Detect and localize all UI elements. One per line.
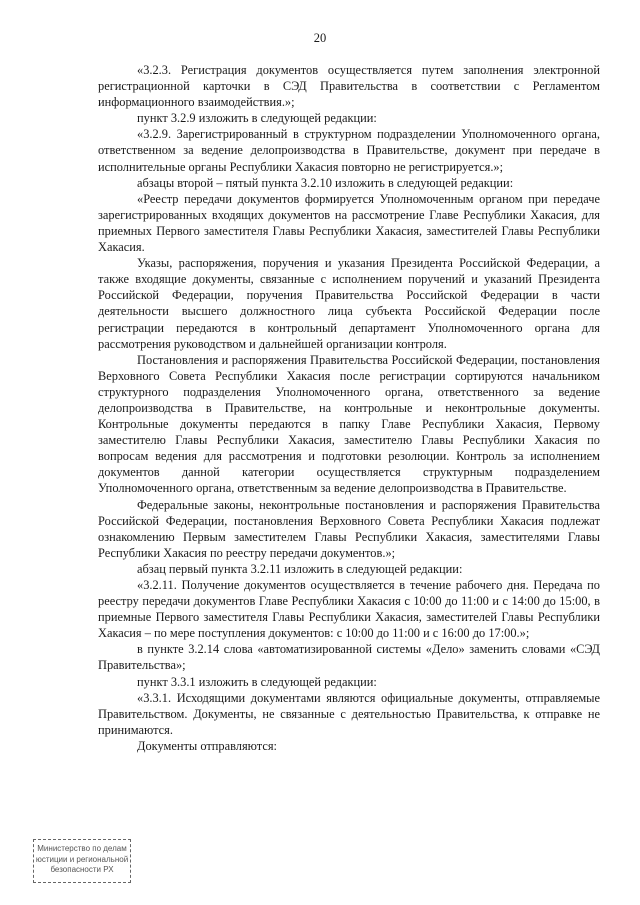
document-body [98, 62, 600, 754]
paragraph-resolutions: Постановления и распоряжения Правительства Российской Федерации, постановления Верховного Совета Республики Хакасия после регистрации сортируются начальником структурного подразделения Уполномоченного органа, ответственного за ведение делопроизводства в Правительстве, на контрольные и неконтрольные документы. Контрольные документы передаются в папку Главе Республики Хакасия, Первому заместителю Главы Республики Хакасия, заместителю Главы Республики Хакасия по вопросам ведения для рассмотрения и подготовки резолюции. Контроль за исполнением документов данной категории осуществляется структурным подразделением Уполномоченного органа, ответственным за ведение делопроизводства в Правительстве. [98, 352, 600, 496]
paragraph-3-2-9: «3.2.9. Зарегистрированный в структурном подразделении Уполномоченного органа, ответственном за ведение делопроизводства в Правительстве, документ при передаче в исполнительные органы Республики Хакасия повторно не регистрируется.»; [98, 127, 600, 174]
paragraph-3-2-3: «3.2.3. Регистрация документов осуществляется путем заполнения электронной регистрационной карточки в СЭД Правительства в соответствии с Регламентом информационного взаимодействия.»; [98, 63, 600, 110]
stamp-line: Министерство по делам [37, 844, 127, 853]
stamp-line: юстиции и региональной [35, 854, 129, 864]
paragraph-decrees: Указы, распоряжения, поручения и указания Президента Российской Федерации, а также входящие документы, связанные с исполнением поручений и указаний Президента Российской Федерации, поручения Правительства Российской Федерации в части деятельности высшего должностного лица субъекта Российской Федерации после регистрации передаются в контрольный департамент Уполномоченного органа для рассмотрения руководством и дальнейшей организации контроля. [98, 256, 600, 351]
paragraph-3-2-14: в пункте 3.2.14 слова «автоматизированной системы «Дело» заменить словами «СЭД Правительства»; [98, 642, 600, 673]
paragraph-3-2-11: «3.2.11. Получение документов осуществляется в течение рабочего дня. Передача по реестру передачи документов Главе Республики Хакасия с 10:00 до 11:00 и с 14:00 до 15:00, в приемные Первого заместителя Главы Республики Хакасия, заместителей Главы Республики Хакасия – по мере поступления документов: с 10:00 до 11:00 и с 16:00 до 17:00.»; [98, 578, 600, 641]
page-number: 20 [313, 31, 327, 45]
paragraph-federal-laws: Федеральные законы, неконтрольные постановления и распоряжения Правительства Российской Федерации, постановления Верховного Совета Республики Хакасия подлежат ознакомлению Первым заместителем Главы Республики Хакасия, заместителями Главы Республики Хакасия по реестру передачи документов.»; [98, 497, 600, 560]
paragraph-documents-sent: Документы отправляются: [137, 738, 277, 753]
paragraph-registry: «Реестр передачи документов формируется Уполномоченным органом при передаче зарегистрированных входящих документов на рассмотрение Главе Республики Хакасия, для приемных Первого заместителя Главы Республики Хакасия, заместителей Главы Республики Хакасия. [98, 191, 600, 255]
stamp-line: безопасности РХ [50, 865, 114, 874]
paragraph-instruction-3-2-11: абзац первый пункта 3.2.11 изложить в следующей редакции: [137, 561, 463, 576]
paragraph-instruction-3-3-1: пункт 3.3.1 изложить в следующей редакции: [137, 674, 377, 689]
paragraph-instruction-3-2-10: абзацы второй – пятый пункта 3.2.10 изложить в следующей редакции: [137, 175, 514, 190]
paragraph-instruction-3-2-9: пункт 3.2.9 изложить в следующей редакции: [137, 111, 377, 126]
paragraph-3-3-1: «3.3.1. Исходящими документами являются официальные документы, отправляемые Правительством. Документы, не связанные с деятельностью Правительства, к отправке не принимаются. [98, 690, 600, 737]
ministry-stamp [33, 839, 131, 883]
